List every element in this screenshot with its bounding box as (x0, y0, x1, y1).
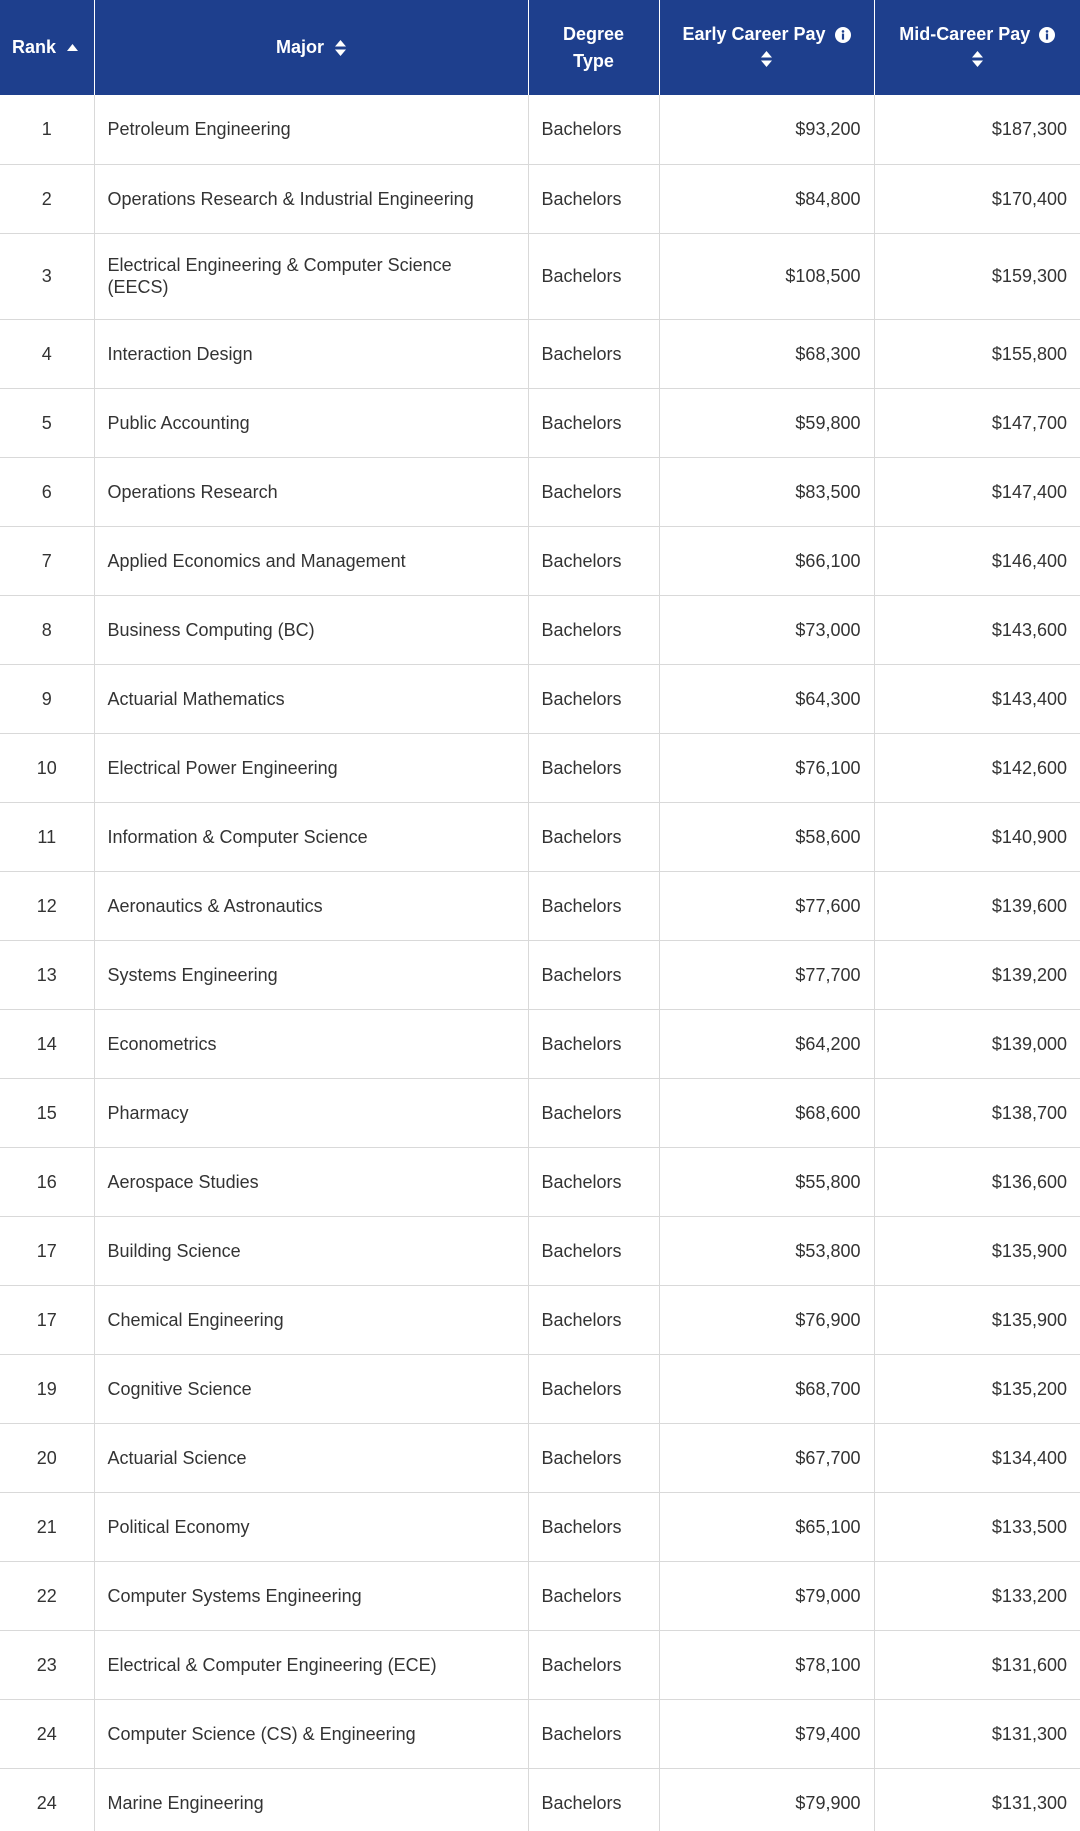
table-row (0, 1078, 1080, 1147)
degree-type-cell: Bachelors (528, 1423, 659, 1492)
rank-cell: 24 (36, 1723, 57, 1744)
rank-cell: 20 (36, 1447, 57, 1468)
rank-cell: 14 (36, 1033, 57, 1054)
major-cell: Information & Computer Science (94, 802, 528, 871)
table-row (0, 1009, 1080, 1078)
early-career-pay-cell: $65,100 (659, 1492, 874, 1561)
major-cell: Actuarial Science (94, 1423, 528, 1492)
major-cell: Cognitive Science (94, 1354, 528, 1423)
rank-cell: 9 (41, 688, 52, 709)
mid-career-pay-cell: $147,700 (874, 388, 1080, 457)
degree-type-cell: Bachelors (528, 526, 659, 595)
early-career-pay-cell: $79,900 (659, 1768, 874, 1831)
degree-type-cell: Bachelors (528, 1630, 659, 1699)
major-cell: Chemical Engineering (94, 1285, 528, 1354)
rank-cell: 24 (36, 1792, 57, 1813)
table-header (0, 0, 1080, 95)
sort-icon (972, 51, 983, 67)
degree-type-cell: Bachelors (528, 319, 659, 388)
sort-icon (335, 40, 346, 56)
table-row (0, 1216, 1080, 1285)
mid-career-pay-cell: $131,600 (874, 1630, 1080, 1699)
rank-cell: 1 (41, 119, 52, 140)
major-column-header[interactable] (94, 0, 528, 95)
degree-type-cell: Bachelors (528, 1561, 659, 1630)
table-row (0, 457, 1080, 526)
rank-cell: 16 (36, 1171, 57, 1192)
mid-career-pay-cell: $143,600 (874, 595, 1080, 664)
early-career-pay-cell: $76,900 (659, 1285, 874, 1354)
early-career-pay-cell: $73,000 (659, 595, 874, 664)
degree-type-cell: Bachelors (528, 871, 659, 940)
degree-type-cell: Bachelors (528, 457, 659, 526)
early-career-pay-cell: $67,700 (659, 1423, 874, 1492)
degree-type-cell: Bachelors (528, 95, 659, 164)
mid-career-pay-column-header[interactable] (874, 0, 1080, 95)
early-career-pay-cell: $108,500 (659, 233, 874, 319)
degree-type-column-header[interactable] (528, 0, 659, 95)
table-row (0, 871, 1080, 940)
mid-career-pay-cell: $138,700 (874, 1078, 1080, 1147)
early-career-pay-cell: $53,800 (659, 1216, 874, 1285)
degree-type-cell: Bachelors (528, 664, 659, 733)
early-career-pay-cell: $64,300 (659, 664, 874, 733)
sort-ascending-icon (67, 44, 78, 52)
mid-career-pay-cell: $139,000 (874, 1009, 1080, 1078)
table-row (0, 1492, 1080, 1561)
degree-type-cell: Bachelors (528, 940, 659, 1009)
mid-career-pay-cell: $133,200 (874, 1561, 1080, 1630)
early-career-pay-cell: $83,500 (659, 457, 874, 526)
mid-career-pay-cell: $159,300 (874, 233, 1080, 319)
rank-cell: 21 (36, 1516, 57, 1537)
major-cell: Aerospace Studies (94, 1147, 528, 1216)
rank-cell: 17 (36, 1309, 57, 1330)
degree-type-cell: Bachelors (528, 1285, 659, 1354)
rank-cell: 8 (41, 619, 52, 640)
table-row (0, 526, 1080, 595)
table-row (0, 802, 1080, 871)
early-career-pay-cell: $64,200 (659, 1009, 874, 1078)
mid-career-pay-cell: $134,400 (874, 1423, 1080, 1492)
table-row (0, 319, 1080, 388)
early-career-pay-cell: $58,600 (659, 802, 874, 871)
mid-career-pay-cell: $135,200 (874, 1354, 1080, 1423)
major-cell: Aeronautics & Astronautics (94, 871, 528, 940)
rank-cell: 22 (36, 1585, 57, 1606)
mid-career-pay-cell: $131,300 (874, 1768, 1080, 1831)
table-row (0, 1768, 1080, 1831)
info-icon[interactable] (835, 27, 851, 43)
major-cell: Petroleum Engineering (94, 95, 528, 164)
major-cell: Marine Engineering (94, 1768, 528, 1831)
early-career-pay-cell: $68,300 (659, 319, 874, 388)
degree-type-cell: Bachelors (528, 164, 659, 233)
table-row (0, 940, 1080, 1009)
rank-cell: 2 (41, 188, 52, 209)
table-row (0, 664, 1080, 733)
rank-cell: 23 (36, 1654, 57, 1675)
table-row (0, 233, 1080, 319)
table-row (0, 1354, 1080, 1423)
rank-cell: 17 (36, 1240, 57, 1261)
rank-cell: 11 (37, 826, 57, 847)
major-cell: Electrical Engineering & Computer Science (EECS) (94, 233, 528, 319)
early-career-pay-cell: $78,100 (659, 1630, 874, 1699)
table-row (0, 388, 1080, 457)
major-cell: Computer Science (CS) & Engineering (94, 1699, 528, 1768)
degree-type-cell: Bachelors (528, 1768, 659, 1831)
rank-header-label: Rank (12, 37, 57, 57)
major-cell: Political Economy (94, 1492, 528, 1561)
major-cell: Econometrics (94, 1009, 528, 1078)
degree-type-cell: Bachelors (528, 233, 659, 319)
rank-cell: 10 (36, 757, 57, 778)
major-cell: Public Accounting (94, 388, 528, 457)
table-body (0, 95, 1080, 1831)
major-cell: Operations Research (94, 457, 528, 526)
mid-career-pay-cell: $135,900 (874, 1216, 1080, 1285)
early-career-pay-cell: $55,800 (659, 1147, 874, 1216)
degree-type-cell: Bachelors (528, 388, 659, 457)
major-cell: Electrical Power Engineering (94, 733, 528, 802)
degree-type-cell: Bachelors (528, 1009, 659, 1078)
info-icon[interactable] (1039, 27, 1055, 43)
early-career-pay-column-header[interactable] (659, 0, 874, 95)
degree-type-cell: Bachelors (528, 1147, 659, 1216)
major-header-label: Major (275, 37, 324, 57)
table-row (0, 733, 1080, 802)
mid-career-pay-cell: $139,600 (874, 871, 1080, 940)
mid-career-pay-cell: $147,400 (874, 457, 1080, 526)
degree-type-cell: Bachelors (528, 1354, 659, 1423)
early-career-pay-cell: $68,600 (659, 1078, 874, 1147)
early-career-pay-cell: $66,100 (659, 526, 874, 595)
early-career-pay-cell: $79,000 (659, 1561, 874, 1630)
early-pay-header-label: Early Career Pay (682, 23, 826, 44)
rank-cell: 12 (36, 895, 57, 916)
major-cell: Interaction Design (94, 319, 528, 388)
table-row (0, 1285, 1080, 1354)
table-row (0, 1699, 1080, 1768)
mid-career-pay-cell: $133,500 (874, 1492, 1080, 1561)
degree-type-cell: Bachelors (528, 1492, 659, 1561)
rank-cell: 5 (41, 412, 52, 433)
rank-cell: 7 (41, 550, 52, 571)
table-row (0, 1561, 1080, 1630)
degree-type-cell: Bachelors (528, 802, 659, 871)
table-row (0, 1630, 1080, 1699)
degree-type-cell: Bachelors (528, 1216, 659, 1285)
table-row (0, 1147, 1080, 1216)
mid-career-pay-cell: $139,200 (874, 940, 1080, 1009)
major-cell: Business Computing (BC) (94, 595, 528, 664)
table-row (0, 595, 1080, 664)
table-row (0, 1423, 1080, 1492)
mid-career-pay-cell: $170,400 (874, 164, 1080, 233)
rank-cell: 19 (36, 1378, 57, 1399)
mid-career-pay-cell: $143,400 (874, 664, 1080, 733)
early-career-pay-cell: $79,400 (659, 1699, 874, 1768)
table-row (0, 95, 1080, 164)
rank-cell: 6 (41, 481, 52, 502)
degree-header-label-line2: Type (573, 50, 614, 71)
mid-career-pay-cell: $140,900 (874, 802, 1080, 871)
early-career-pay-cell: $77,700 (659, 940, 874, 1009)
early-career-pay-cell: $93,200 (659, 95, 874, 164)
mid-career-pay-cell: $155,800 (874, 319, 1080, 388)
rank-cell: 4 (41, 343, 52, 364)
major-cell: Applied Economics and Management (94, 526, 528, 595)
degree-type-cell: Bachelors (528, 1699, 659, 1768)
mid-career-pay-cell: $136,600 (874, 1147, 1080, 1216)
mid-career-pay-cell: $135,900 (874, 1285, 1080, 1354)
major-cell: Electrical & Computer Engineering (ECE) (94, 1630, 528, 1699)
sort-icon (761, 51, 772, 67)
mid-career-pay-cell: $131,300 (874, 1699, 1080, 1768)
mid-career-pay-cell: $146,400 (874, 526, 1080, 595)
rank-cell: 13 (36, 964, 57, 985)
mid-career-pay-cell: $142,600 (874, 733, 1080, 802)
degree-header-label-line1: Degree (562, 23, 625, 44)
rank-column-header[interactable] (0, 0, 94, 95)
degree-type-cell: Bachelors (528, 733, 659, 802)
early-career-pay-cell: $76,100 (659, 733, 874, 802)
table-row (0, 164, 1080, 233)
major-cell: Computer Systems Engineering (94, 1561, 528, 1630)
major-cell: Systems Engineering (94, 940, 528, 1009)
degree-type-cell: Bachelors (528, 1078, 659, 1147)
early-career-pay-cell: $68,700 (659, 1354, 874, 1423)
major-cell: Pharmacy (94, 1078, 528, 1147)
rank-cell: 15 (36, 1102, 57, 1123)
early-career-pay-cell: $84,800 (659, 164, 874, 233)
mid-career-pay-cell: $187,300 (874, 95, 1080, 164)
mid-pay-header-label: Mid-Career Pay (899, 23, 1031, 44)
major-cell: Building Science (94, 1216, 528, 1285)
rank-cell: 3 (41, 266, 52, 286)
major-cell: Operations Research & Industrial Engineering (94, 164, 528, 233)
early-career-pay-cell: $59,800 (659, 388, 874, 457)
early-career-pay-cell: $77,600 (659, 871, 874, 940)
major-cell: Actuarial Mathematics (94, 664, 528, 733)
degree-type-cell: Bachelors (528, 595, 659, 664)
